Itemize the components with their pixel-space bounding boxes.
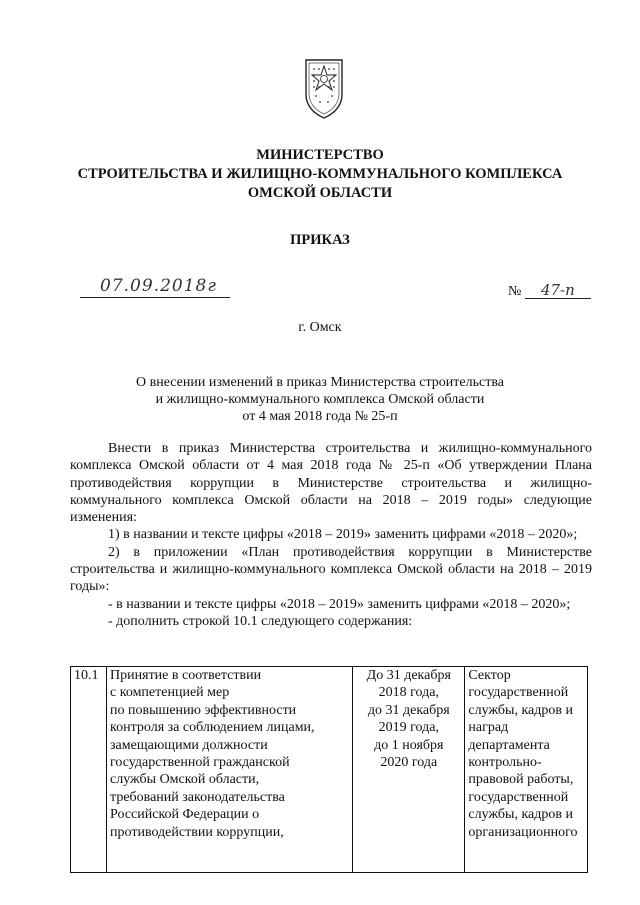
responsible-line: государственной — [468, 789, 569, 805]
measure-cell — [107, 667, 353, 873]
body-intro: Внести в приказ Министерства строительства и жилищно-коммунального комплекса Омской области от 4 мая 2018 года № 25-п «Об утверждении Плана противодействия коррупции в Министерстве строительства и жилищно-коммунального комплекса Омской области на 2018 – 2019 годы» следующие изменения: — [70, 441, 592, 526]
deadline-line: 2019 года, — [378, 720, 439, 736]
subject-line: и жилищно-коммунального комплекса Омской области — [155, 392, 485, 407]
deadline-line: До 31 декабря — [366, 668, 451, 683]
subject-line: О внесении изменений в приказ Министерства строительства — [136, 375, 504, 390]
measure-line: Принятие в соответствии — [110, 668, 262, 683]
measure-line: требований законодательства — [110, 789, 285, 805]
responsible-line: службы, кадров и — [468, 807, 573, 823]
responsible-line: службы, кадров и — [468, 702, 573, 718]
ministry-line: СТРОИТЕЛЬСТВА И ЖИЛИЩНО-КОММУНАЛЬНОГО КОМПЛЕКСА — [77, 166, 563, 182]
measure-line: противодействии коррупции, — [110, 824, 284, 840]
order-number-handwritten: 47-п — [525, 282, 591, 299]
body-item-2: 2) в приложении «План противодействия коррупции в Министерстве строительства и жилищно-коммунального комплекса Омской области на 2018 – 2019 годы»: — [70, 544, 592, 595]
ministry-line: МИНИСТЕРСТВО — [256, 147, 384, 163]
ministry-line: ОМСКОЙ ОБЛАСТИ — [247, 185, 393, 201]
responsible-line: контрольно- — [468, 755, 542, 771]
measure-line: службы Омской области, — [110, 772, 260, 788]
order-subject — [80, 374, 560, 425]
city: г. Омск — [298, 320, 342, 335]
omsk-coat-of-arms-icon — [300, 56, 348, 120]
number-sign: № — [508, 284, 522, 299]
deadline-line: до 1 ноября — [374, 737, 444, 753]
ministry-name — [40, 146, 600, 203]
order-title: ПРИКАЗ — [290, 232, 350, 248]
table-row — [71, 667, 588, 873]
order-body — [70, 440, 592, 630]
responsible-line: наград — [468, 720, 509, 736]
body-item-1: 1) в названии и тексте цифры «2018 – 2019» заменить цифрами «2018 – 2020»; — [108, 527, 578, 543]
responsible-line: Сектор — [468, 668, 511, 683]
measure-line: контроля за соблюдением лицами, — [110, 720, 315, 736]
responsible-line: правовой работы, — [468, 772, 574, 788]
deadline-line: 2020 года — [380, 755, 438, 771]
measure-line: государственной гражданской — [110, 755, 290, 771]
responsible-line: государственной — [468, 685, 569, 701]
responsible-cell — [465, 667, 588, 873]
order-date-handwritten: 07.09.2018г — [80, 276, 230, 298]
responsible-line: организационного — [468, 824, 578, 840]
responsible-line: департамента — [468, 737, 550, 753]
measure-line: по повышению эффективности — [110, 702, 297, 718]
row-number: 10.1 — [71, 667, 107, 873]
body-item-2b: - дополнить строкой 10.1 следующего содержания: — [108, 613, 413, 629]
subject-line: от 4 мая 2018 года № 25-п — [242, 409, 398, 424]
order-number — [508, 282, 591, 300]
measure-line: Российской Федерации о — [110, 807, 260, 823]
deadline-line: до 31 декабря — [367, 702, 450, 718]
measure-line: с компетенцией мер — [110, 685, 230, 701]
body-item-2a: - в названии и тексте цифры «2018 – 2019» заменить цифрами «2018 – 2020»; — [108, 596, 571, 612]
plan-table — [70, 666, 588, 873]
deadline-line: 2018 года, — [378, 685, 439, 701]
deadline-cell — [353, 667, 465, 873]
measure-line: замещающими должности — [110, 737, 268, 753]
